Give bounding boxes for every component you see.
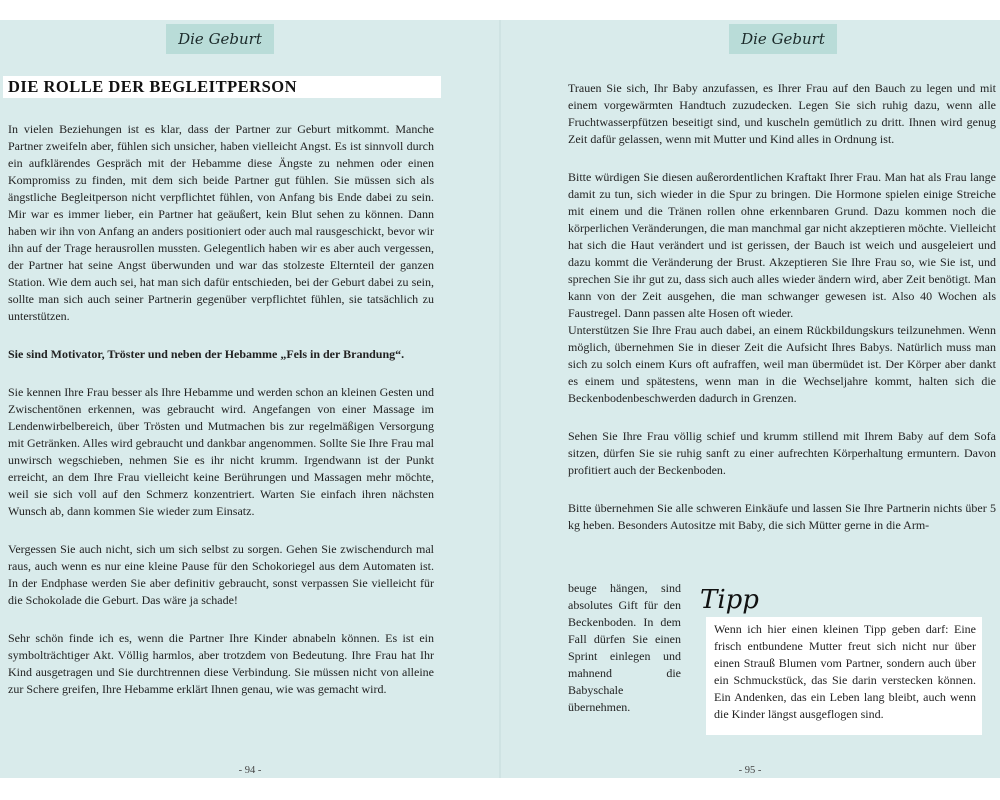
- bold-subheading: Sie sind Motivator, Tröster und neben der Hebamme „Fels in der Brandung“.: [8, 347, 405, 361]
- chapter-title: DIE ROLLE DER BEGLEITPERSON: [3, 76, 441, 98]
- paragraph: Unterstützen Sie Ihre Frau auch dabei, an einem Rückbildungskurs teilzunehmen. Wenn möglich, übernehmen Sie in dieser Zeit die Aufsicht Ihres Babys. Natürlich muss man sich zu solch einem Kurs oft aufraffen, weil man übermüdet ist. Der Körper aber dankt es einem und spätestens, wenn man in die Wechseljahre kommt, halten sich die Beckenbodenbeschwerden dadurch in Grenzen.: [568, 323, 996, 405]
- paragraph: In vielen Beziehungen ist es klar, dass der Partner zur Geburt mitkommt. Manche Partner zweifeln aber, fühlen sich unsicher, haben vielleicht Angst. Es ist sinnvoll durch ein aufklärendes Gespräch mit der Hebamme diese Ängste zu nehmen oder einen Kompromiss zu finden, mit dem sich beide Partner gut fühlen. Sie müssen sich als ängstliche Begleitperson nicht verpflichtet fühlen, von Anfang bis Ende dabei zu sein. Mir war es immer lieber, ein Partner hat geäußert, kein Blut sehen zu können. Dann haben wir ihn von Anfang an anders positioniert oder auch mal rausgeschickt, bevor wir ihn auf der Trage herausrollen mussten. Gelegentlich haben wir es aber auch vergessen, der Partner hat seine Angst überwunden und war das stolzeste Elternteil der ganzen Station. Wie dem auch sei, hat man sich dafür entschieden, bei der Geburt dabei zu sein, sollte man sich auch seiner Partnerin gegenüber verpflichtet fühlen, sie tatsächlich zu unterstützen.: [8, 122, 434, 323]
- right-page: [500, 20, 1000, 778]
- left-page: [0, 20, 500, 778]
- paragraph: Bitte würdigen Sie diesen außerordentlichen Kraftakt Ihrer Frau. Man hat als Frau lange damit zu tun, sich wieder in die Spur zu bringen. Die Hormone spielen einige Streiche mit einem und die Tränen rollen ohne erkennbaren Grund. Dazu kommen noch die körperlichen Veränderungen, die man manchmal gar nicht akzeptieren möchte. Vielleicht hat sich die Haut verändert und ist gerissen, der Bauch ist weich und ausgeleiert und dazu kommt die Veränderung der Brust. Akzeptieren Sie Ihre Frau so, wie Sie ist, und sprechen Sie ihr gut zu, dass sich auch alles wieder ändern wird, aber Zeit benötigt. Man kann von der Zeit ausgehen, die man schwanger gewesen ist. Also 40 Wochen als Faustregel. Dann passen alte Hosen oft wieder.: [568, 170, 996, 320]
- paragraph: Bitte übernehmen Sie alle schweren Einkäufe und lassen Sie Ihre Partnerin nichts über 5 kg heben. Besonders Autositze mit Baby, die sich Mütter gerne in die Arm-: [568, 501, 996, 532]
- right-body-text: [568, 80, 996, 534]
- running-head-right: Die Geburt: [729, 24, 837, 54]
- paragraph: Sehen Sie Ihre Frau völlig schief und krumm stillend mit Ihrem Baby auf dem Sofa sitzen, dürfen Sie sie ruhig sanft zu einer aufrechten Körperhaltung ermuntern. Davon profitiert auch der Beckenboden.: [568, 429, 996, 477]
- running-head-left: Die Geburt: [166, 24, 274, 54]
- page-number-left: - 94 -: [238, 765, 262, 776]
- paragraph: Trauen Sie sich, Ihr Baby anzufassen, es Ihrer Frau auf den Bauch zu legen und mit einem vorgewärmten Handtuch zuzudecken. Legen Sie sich ruhig dazu, wenn alle Fruchtwasserpfützen beseitigt sind, und kuscheln gemütlich zu dritt. Ihnen wird genug Zeit dafür gelassen, wenn mit Mutter und Kind alles in Ordnung ist.: [568, 81, 996, 146]
- wrapped-text-column: beuge hängen, sind absolutes Gift für den Beckenboden. In dem Fall dürfen Sie einen Sprint einlegen und mahnend die Babyschale übernehmen.: [568, 581, 681, 714]
- paragraph: Vergessen Sie auch nicht, sich um sich selbst zu sorgen. Gehen Sie zwischendurch mal raus, auch wenn es nur eine kleine Pause für den Schokoriegel aus dem Automaten ist. In der Endphase werden Sie aber definitiv gebraucht, sonst verpassen Sie vielleicht für die Schokolade die Geburt. Das wäre ja schade!: [8, 542, 434, 607]
- paragraph: Sehr schön finde ich es, wenn die Partner Ihre Kinder abnabeln können. Es ist ein symbolträchtiger Akt. Völlig harmlos, aber trotzdem von Bedeutung. Ihre Frau hat Ihr Kind ausgetragen und Sie durchtrennen diese Verbindung. Sie müssen nicht von alleine zur Schere greifen, Ihre Hebamme erklärt Ihnen genau, wie was gemacht wird.: [8, 631, 434, 696]
- left-body-text: [8, 121, 434, 719]
- tip-box: Wenn ich hier einen kleinen Tipp geben darf: Eine frisch entbundene Mutter freut sich nicht nur über einen Strauß Blumen vom Partner, sondern auch über ein Schmuckstück, das Sie darin verstecken können. Ein Andenken, das ein Leben lang bleibt, auch wenn die Kinder längst ausgeflogen sind.: [706, 617, 982, 735]
- paragraph: Sie kennen Ihre Frau besser als Ihre Hebamme und werden schon an kleinen Gesten und Zwischentönen erkennen, was gebraucht wird. Angefangen von einer Massage im Lendenwirbelbereich, über Trösten und Mutmachen bis zur regelmäßigen Versorgung mit Getränken. Alles wird gebraucht und dankbar angenommen. Sollte Sie Ihre Frau mal unwirsch wegschieben, nehmen Sie es ihr nicht krumm. Irgendwann ist der Punkt erreicht, an dem Ihre Frau vielleicht keine Berührungen und Massagen mehr möchte, weil sie sich voll auf den Schmerz konzentriert. Warten Sie einfach ihren nächsten Wunsch ab, dann kommen Sie wieder zum Einsatz.: [8, 385, 434, 518]
- page-number-right: - 95 -: [738, 765, 762, 776]
- book-spread: [0, 20, 1000, 778]
- tip-heading: Tipp: [700, 585, 759, 615]
